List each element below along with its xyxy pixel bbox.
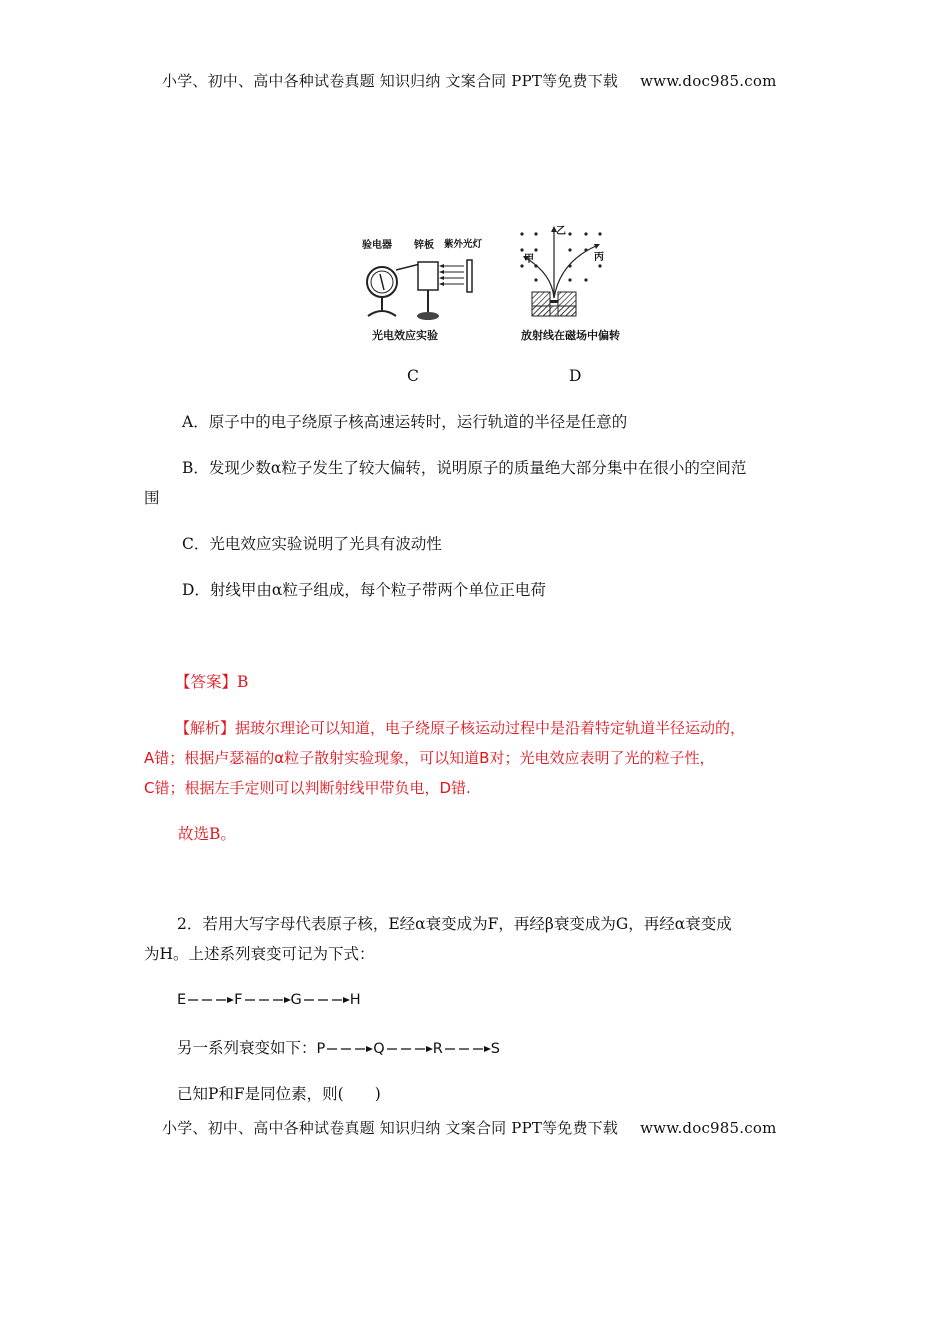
arrow-icon	[186, 995, 234, 1005]
page-header	[162, 70, 777, 91]
q2-last-line: 已知P和F是同位素，则( )	[177, 1085, 381, 1103]
footer-site: www.doc985.com	[640, 1119, 777, 1137]
fig-label-bing: 丙	[594, 252, 604, 263]
fig-label-uv-lamp: 紫外光灯	[444, 239, 483, 250]
q2-line-1: 2．若用大写字母代表原子核，E经α衰变成为F，再经β衰变成为G，再经α衰变成	[177, 915, 732, 933]
header-text: 小学、初中、高中各种试卷真题 知识归纳 文案合同 PPT等免费下载	[162, 72, 619, 90]
analysis-line-2: A错；根据卢瑟福的α粒子散射实验现象，可以知道B对；光电效应表明了光的粒子性，	[144, 749, 715, 767]
option-a: A．原子中的电子绕原子核高速运转时，运行轨道的半径是任意的	[182, 413, 628, 431]
caption-photoelectric: 光电效应实验	[372, 329, 438, 342]
option-b: B．发现少数α粒子发生了较大偏转，说明原子的质量绝大部分集中在很小的空间范	[182, 459, 747, 477]
figure-label-c: C	[407, 367, 419, 385]
arrow-icon	[443, 1044, 491, 1054]
decay-chain-1	[177, 993, 361, 1008]
analysis-line-3: C错；根据左手定则可以判断射线甲带负电，D错.	[144, 779, 471, 797]
chain1-g: G	[290, 992, 302, 1008]
arrow-icon	[243, 995, 291, 1005]
choose-text: 故选B。	[178, 825, 236, 843]
fig-label-jia: 甲	[524, 254, 534, 265]
arrow-icon	[385, 1044, 433, 1054]
answer: 【答案】B	[175, 673, 249, 691]
arrow-icon	[302, 995, 350, 1005]
figure-photoelectric	[360, 232, 483, 332]
option-b-cont: 围	[144, 489, 160, 507]
option-d: D．射线甲由α粒子组成，每个粒子带两个单位正电荷	[182, 581, 546, 599]
chain1-f: F	[234, 992, 243, 1008]
photoelectric-drawing	[360, 250, 485, 332]
chain2-p: P	[316, 1041, 326, 1057]
chain2-prefix: 另一系列衰变如下：	[177, 1039, 317, 1057]
footer-text: 小学、初中、高中各种试卷真题 知识归纳 文案合同 PPT等免费下载	[162, 1119, 619, 1137]
chain1-e: E	[177, 992, 187, 1008]
q2-line-2: 为H。上述系列衰变可记为下式：	[144, 945, 375, 963]
option-c: C．光电效应实验说明了光具有波动性	[182, 535, 442, 553]
chain2-r: R	[432, 1041, 443, 1057]
caption-radiation: 放射线在磁场中偏转	[521, 329, 620, 342]
header-site: www.doc985.com	[640, 72, 777, 90]
fig-label-electroscope: 验电器	[362, 240, 392, 251]
radiation-drawing	[512, 222, 612, 322]
analysis-line-1: 【解析】据玻尔理论可以知道，电子绕原子核运动过程中是沿着特定轨道半径运动的，	[175, 719, 746, 737]
decay-chain-2	[177, 1041, 500, 1057]
arrow-icon	[325, 1044, 373, 1054]
figure-label-d: D	[569, 367, 582, 385]
chain2-s: S	[490, 1041, 500, 1057]
fig-label-zinc: 锌板	[414, 240, 434, 251]
figure-radiation	[512, 222, 612, 322]
fig-label-yi: 乙	[556, 226, 566, 237]
page-footer	[162, 1117, 777, 1138]
chain2-q: Q	[373, 1041, 385, 1057]
chain1-h: H	[349, 992, 361, 1008]
